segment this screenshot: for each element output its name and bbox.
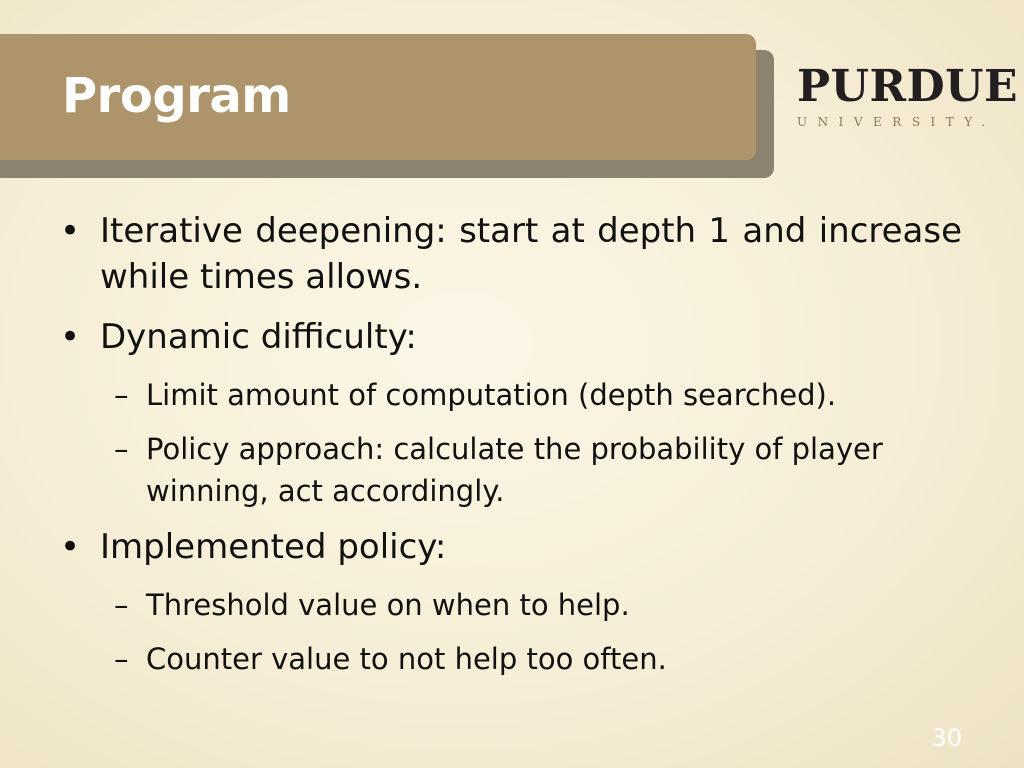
bullet-text: Dynamic difficulty: [100,317,417,357]
logo-subtitle: UNIVERSITY. [797,115,996,129]
purdue-logo [795,58,1019,138]
sub-bullet-item [60,428,962,512]
bullet-text: Iterative deepening: start at depth 1 and increase while times allows. [100,211,962,297]
bullet-marker: • [60,317,81,357]
slide-title: Program [62,68,291,124]
bullet-marker: • [60,527,81,567]
sub-bullet-text: Policy approach: calculate the probability of player winning, act accordingly. [146,432,883,508]
sub-bullet-marker: – [114,588,129,622]
bullet-item [60,524,962,570]
sub-bullet-text: Counter value to not help too often. [146,642,667,676]
logo-wordmark: PURDUE [797,61,1019,112]
bullet-text: Implemented policy: [100,527,447,567]
sub-bullet-text: Limit amount of computation (depth searched). [146,378,837,412]
bullet-item [60,208,962,300]
page-number: 30 [931,724,962,752]
sub-bullet-marker: – [114,378,129,412]
sub-bullet-item [60,638,962,680]
sub-bullet-item [60,374,962,416]
bullet-marker: • [60,211,81,251]
sub-bullet-marker: – [114,432,129,466]
sub-bullet-text: Threshold value on when to help. [146,588,630,622]
bullet-item [60,314,962,360]
sub-bullet-marker: – [114,642,129,676]
slide-body [60,208,962,692]
sub-bullet-item [60,584,962,626]
